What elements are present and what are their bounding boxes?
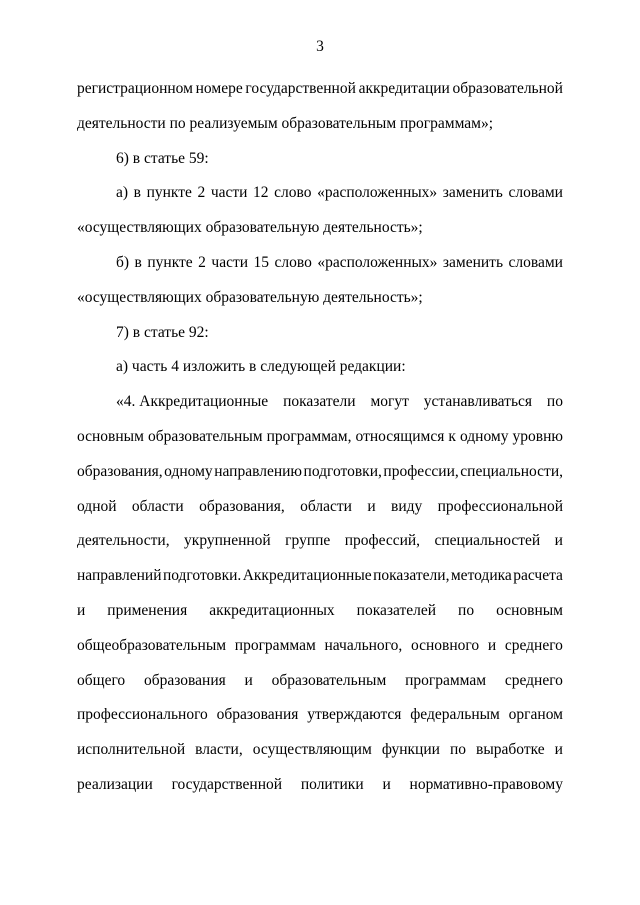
text-word: уровню [512,427,563,445]
text-word: образовательной [452,80,563,97]
text-word: показателей [356,601,437,619]
text-word: а) [116,184,129,202]
text-word: утверждаются [307,706,402,724]
text-line [77,389,563,424]
text-word: б) [116,253,130,271]
text-word: федеральным [410,706,500,724]
text-line [77,772,563,807]
text-word: «4. Аккредитационные [116,393,269,411]
text-word: аккредитации [358,80,450,97]
text-word: осуществляющим [252,741,372,759]
text-word: образования [143,671,226,689]
text-word: словами [508,184,563,202]
text-word: одной [77,497,117,515]
text-word: образовательным [271,671,387,689]
text-word: могут [370,393,409,411]
text-word: специальности, [460,462,563,480]
text-line: а) часть 4 изложить в следующей редакции: [116,358,406,376]
text-word: номере [195,80,243,97]
text-word: показатели, [373,567,450,585]
text-word: специальностей [434,532,541,550]
text-line [77,598,563,633]
text-word: власти, [195,741,243,759]
text-word: заменить [442,184,503,202]
document-body [77,76,563,807]
text-line [77,424,563,459]
text-word: применения [107,601,188,619]
text-word: профессии, [383,462,459,480]
text-word: виду [391,497,423,515]
text-line [77,494,563,529]
text-word: и [554,741,563,759]
text-line [77,180,563,215]
text-word: начального, [324,636,403,654]
text-word: в [134,253,142,271]
text-line [77,528,563,563]
text-word: одному [459,427,509,445]
text-word: слово [274,184,312,202]
text-word: программам [405,671,487,689]
text-line: «осуществляющих образовательную деятельность»; [77,288,423,306]
text-word: подготовки, [303,462,382,480]
text-word: по [449,741,467,759]
text-line [77,250,563,285]
text-word: показатели [283,393,356,411]
text-word: образовательным [147,427,263,445]
text-word: «расположенных» [317,253,438,271]
text-word: регистрационном [77,80,193,97]
text-word: государственной [245,80,356,97]
text-word: 12 [253,184,269,202]
text-word: пункте [147,253,193,271]
text-word: среднего [504,636,563,654]
text-word: профессий, [344,532,421,550]
text-line [77,459,563,494]
text-word: группе [285,532,331,550]
text-word: и [77,601,86,619]
text-word: общеобразовательным [77,636,227,654]
text-word: заменить [442,253,504,271]
text-word: по [546,393,563,411]
text-word: политики [300,775,364,793]
text-word: относящимся [355,427,445,445]
text-line [77,76,563,111]
text-word: образования, [77,462,163,480]
text-word: 2 [198,253,206,271]
text-line: деятельности по реализуемым образовательным программам»; [77,114,494,132]
text-word: и [244,671,253,689]
text-line: «осуществляющих образовательную деятельность»; [77,219,423,237]
text-word: и [367,497,376,515]
text-word: слово [274,253,312,271]
text-word: основным [496,601,563,619]
text-line [77,563,563,598]
text-word: пункте [146,184,192,202]
text-word: профессиональной [437,497,563,515]
text-word: среднего [504,671,563,689]
text-word: и [554,532,563,550]
text-word: 2 [197,184,206,202]
text-line [77,737,563,772]
text-word: реализации [77,775,153,793]
text-word: словами [508,253,563,271]
text-line [77,633,563,668]
text-word: в [133,184,141,202]
text-line [77,668,563,703]
text-word: к [448,427,456,445]
text-word: основного [410,636,480,654]
text-word: части [211,253,249,271]
text-word: устанавливаться [423,393,533,411]
text-word: функции [381,741,440,759]
text-word: укрупненной [184,532,271,550]
text-word: нормативно-правовому [409,775,563,793]
text-word: программам [234,636,316,654]
text-word: 15 [253,253,270,271]
page-number: 3 [316,38,324,55]
text-word: образования [216,706,299,724]
text-word: направлению [214,462,302,480]
text-word: общего [77,671,126,689]
text-word: по [458,601,475,619]
text-word: «расположенных» [317,184,438,202]
text-word: направлений [77,567,162,585]
text-word: части [210,184,248,202]
text-word: одному [164,462,213,480]
text-word: области [131,497,184,515]
text-word: профессионального [77,706,208,724]
text-word: исполнительной [77,741,186,759]
text-word: области [300,497,352,515]
text-word: аккредитационных [209,601,335,619]
text-line: 6) в статье 59: [116,149,209,167]
text-word: и [487,636,497,654]
text-word: программам, [266,427,352,445]
text-word: образования, [199,497,285,515]
text-word: подготовки. [162,567,242,585]
text-word: расчета [513,567,563,585]
text-word: органом [508,706,563,724]
text-word: и [382,775,391,793]
text-line [77,702,563,737]
text-word: выработке [476,741,545,759]
text-word: государственной [171,775,283,793]
text-word: Аккредитационные [242,567,372,585]
text-word: деятельности, [77,532,170,550]
text-word: методика [450,567,512,585]
text-line: 7) в статье 92: [116,323,209,341]
text-word: основным [77,427,144,445]
